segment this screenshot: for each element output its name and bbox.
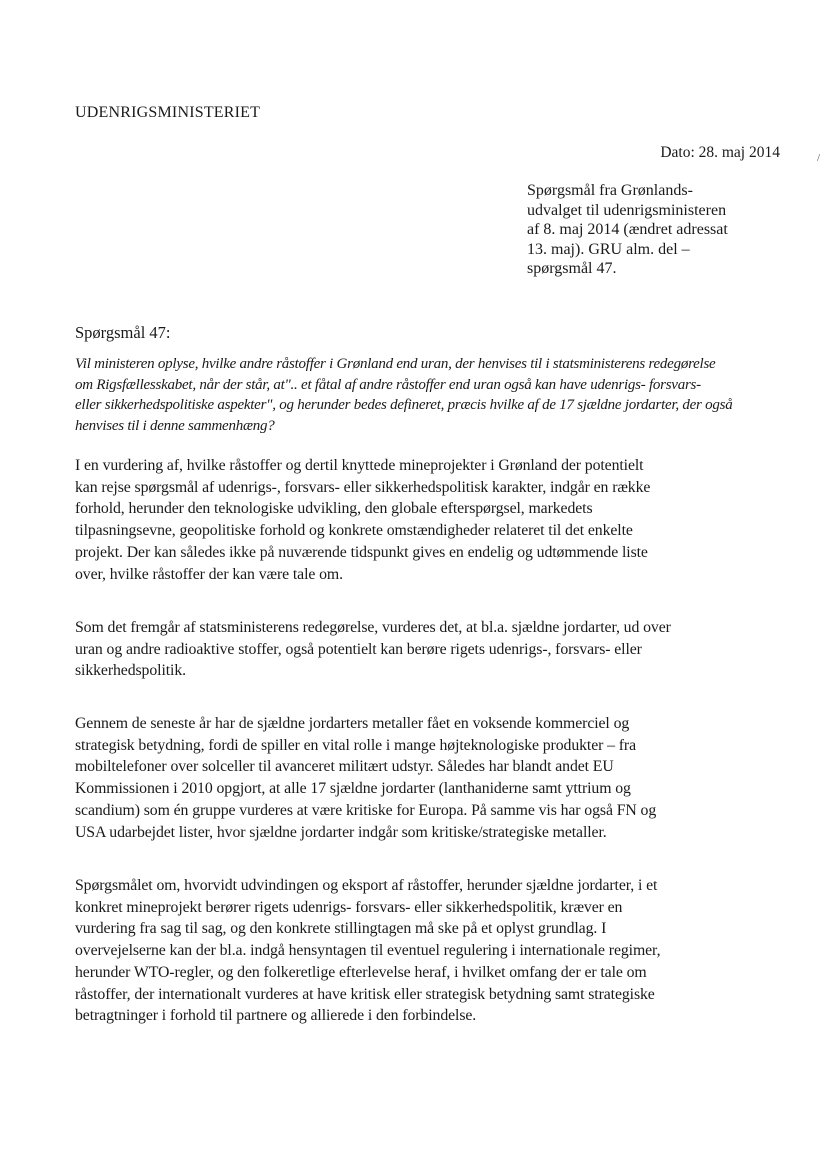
question-line: Vil ministeren oplyse, hvilke andre råstoffer i Grønland end uran, der henvises til i statsministerens redegørelse: [75, 356, 716, 372]
paragraph-line: uran og andre radioaktive stoffer, også potentielt kan berøre rigets udenrigs-, forsvars- eller: [75, 640, 642, 658]
paragraph-line: Som det fremgår af statsministerens redegørelse, vurderes det, at bl.a. sjældne jordarter, ud over: [75, 619, 671, 636]
subject-line: Spørgsmål fra Grønlands-: [527, 182, 693, 199]
subject-line: udvalget til udenrigsministeren: [527, 201, 727, 219]
question-line: henvises til i denne sammenhæng?: [75, 417, 275, 434]
ministry-name: UDENRIGSMINISTERIET: [75, 104, 261, 121]
margin-mark: /: [817, 152, 821, 164]
paragraph-line: råstoffer, der internationalt vurderes at have kritisk eller strategisk betydning samt strategiske: [75, 985, 655, 1003]
answer-paragraph-3: [75, 713, 795, 843]
paragraph-line: I en vurdering af, hvilke råstoffer og dertil knyttede mineprojekter i Grønland der potentielt: [75, 457, 644, 474]
question-heading: Spørgsmål 47:: [75, 323, 171, 342]
paragraph-line: vurdering fra sag til sag, og den konkrete stillingtagen må ske på et oplyst grundlag. I: [75, 920, 607, 938]
paragraph-line: USA udarbejdet lister, hvor sjældne jordarter indgår som kritiske/strategiske metaller.: [75, 823, 607, 841]
question-line: om Rigsfællesskabet, når der står, at".. et fåtal af andre råstoffer end uran også kan have udenrigs- forsvars-: [75, 376, 701, 393]
paragraph-line: sikkerhedspolitik.: [75, 662, 186, 680]
question-line: eller sikkerhedspolitiske aspekter", og herunder bedes defineret, præcis hvilke af de 17 sjældne jordarter, der også: [75, 397, 733, 414]
answer-paragraph-4: [75, 875, 795, 1027]
paragraph-line: herunder WTO-regler, og den folkeretlige efterlevelse heraf, i hvilket omfang der er tale om: [75, 963, 647, 981]
subject-line: spørgsmål 47.: [527, 260, 617, 278]
paragraph-line: mobiltelefoner over solceller til avanceret militært udstyr. Således har blandt andet EU: [75, 758, 614, 776]
answer-paragraph-2: [75, 617, 795, 682]
paragraph-line: forhold, herunder den teknologiske udvikling, den globale efterspørgsel, markedets: [75, 500, 593, 518]
paragraph-line: over, hvilke råstoffer der kan være tale om.: [75, 565, 343, 583]
paragraph-line: overvejelserne kan der bl.a. indgå hensyntagen til eventuel regulering i internationale regimer,: [75, 942, 661, 960]
subject-line: af 8. maj 2014 (ændret adressat: [527, 221, 728, 239]
subject-line: 13. maj). GRU alm. del –: [527, 240, 690, 258]
paragraph-line: Spørgsmålet om, hvorvidt udvindingen og eksport af råstoffer, herunder sjældne jordarter, i et: [75, 877, 658, 894]
paragraph-line: Gennem de seneste år har de sjældne jordarters metaller fået en voksende kommerciel og: [75, 715, 630, 732]
paragraph-line: strategisk betydning, fordi de spiller en vital rolle i mange højteknologiske produkter – fra: [75, 736, 637, 754]
paragraph-line: Kommissionen i 2010 opgjort, at alle 17 sjældne jordarter (lanthaniderne samt yttrium og: [75, 780, 631, 798]
answer-paragraph-1: [75, 455, 795, 585]
subject-block: [527, 181, 777, 279]
paragraph-line: scandium) som én gruppe vurderes at være kritiske for Europa. På samme vis har også FN og: [75, 801, 657, 819]
paragraph-line: kan rejse spørgsmål af udenrigs-, forsvars- eller sikkerhedspolitisk karakter, indgår en række: [75, 478, 651, 496]
paragraph-line: tilpasningsevne, geopolitiske forhold og konkrete omstændigheder relateret til det enkelte: [75, 522, 633, 540]
paragraph-line: betragtninger i forhold til partnere og allierede i den forbindelse.: [75, 1007, 477, 1025]
paragraph-line: konkret mineprojekt berører rigets udenrigs- forsvars- eller sikkerhedspolitik, kræver en: [75, 898, 623, 916]
document-date: Dato: 28. maj 2014: [660, 144, 780, 161]
question-text: [75, 354, 795, 436]
paragraph-line: projekt. Der kan således ikke på nuværende tidspunkt gives en endelig og udtømmende liste: [75, 543, 648, 561]
